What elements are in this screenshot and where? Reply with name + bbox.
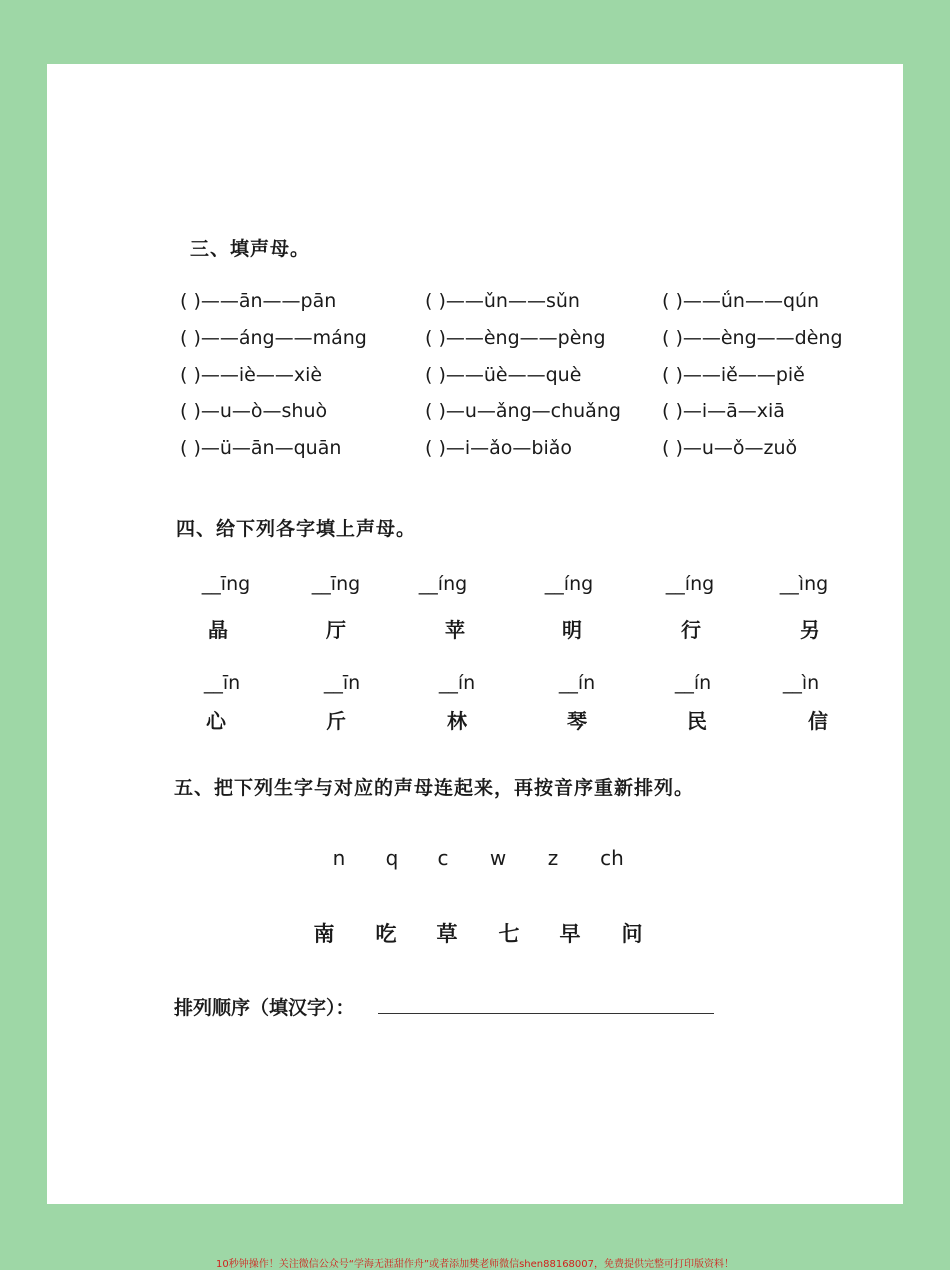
chinese-character: 心 <box>206 709 226 733</box>
pinyin-blank: __ìng <box>779 573 829 595</box>
pinyin-blank: __ín <box>674 672 712 694</box>
exercise-item: ( )——èng——dèng <box>662 327 843 349</box>
chinese-character: 苹 <box>445 618 465 642</box>
chinese-character: 林 <box>447 709 467 733</box>
pinyin-blank: __īng <box>311 573 361 595</box>
chinese-character: 晶 <box>208 618 228 642</box>
pinyin-blank: __íng <box>418 573 468 595</box>
pinyin-blank: __ín <box>438 672 476 694</box>
section-3-heading: 三、填声母。 <box>190 238 311 260</box>
chinese-character: 厅 <box>326 618 346 642</box>
exercise-item: ( )——èng——pèng <box>425 327 606 349</box>
chinese-character: 琴 <box>567 709 587 733</box>
pinyin-blank: __íng <box>544 573 594 595</box>
exercise-item: ( )——iè——xiè <box>180 364 323 386</box>
section-4-heading: 四、给下列各字填上声母。 <box>176 518 417 540</box>
exercise-item: ( )——üè——què <box>425 364 582 386</box>
pinyin-blank: __īng <box>201 573 251 595</box>
order-label: 排列顺序（填汉字）： <box>174 997 355 1019</box>
exercise-item: ( )——iě——piě <box>662 364 805 386</box>
exercise-item: ( )——áng——máng <box>180 327 367 349</box>
pinyin-blank: __īn <box>323 672 361 694</box>
chinese-character: 草 <box>436 922 458 946</box>
chinese-character: 信 <box>808 709 828 733</box>
exercise-item: ( )——ān——pān <box>180 290 337 312</box>
pinyin-blank: __ìn <box>782 672 820 694</box>
pinyin-blank: __íng <box>665 573 715 595</box>
chinese-character: 行 <box>681 618 701 642</box>
initial-letter: w <box>489 846 507 870</box>
exercise-item: ( )——ǘn——qún <box>662 290 820 312</box>
exercise-item: ( )—u—ǒ—zuǒ <box>662 437 798 459</box>
chinese-character: 明 <box>562 618 582 642</box>
chinese-character: 斤 <box>326 709 346 733</box>
chinese-character: 早 <box>559 922 581 946</box>
chinese-character: 吃 <box>375 922 397 946</box>
exercise-item: ( )—i—ǎo—biǎo <box>425 437 573 459</box>
section-5-heading: 五、把下列生字与对应的声母连起来，再按音序重新排列。 <box>174 777 695 799</box>
chinese-character: 民 <box>687 709 707 733</box>
chinese-character: 南 <box>313 922 335 946</box>
pinyin-blank: __īn <box>203 672 241 694</box>
chinese-character: 另 <box>800 618 820 642</box>
chinese-character: 七 <box>498 922 520 946</box>
initial-letter: c <box>437 846 449 870</box>
exercise-item: ( )—u—ǎng—chuǎng <box>425 400 621 422</box>
exercise-item: ( )—i—ā—xiā <box>662 400 785 422</box>
initial-letter: ch <box>600 846 624 870</box>
chinese-character: 问 <box>621 922 643 946</box>
footer-promo-text: 10秒钟操作！关注微信公众号“学海无涯甜作舟”或者添加樊老师微信shen88168007，免费提供完整可打印版资料！ <box>215 1259 735 1270</box>
answer-blank-line[interactable] <box>378 1013 714 1014</box>
exercise-item: ( )—ü—ān—quān <box>180 437 342 459</box>
exercise-item: ( )——ǔn——sǔn <box>425 290 580 312</box>
exercise-item: ( )—u—ò—shuò <box>180 400 328 422</box>
initial-letter: q <box>385 846 399 870</box>
initial-letter: n <box>332 846 346 870</box>
initial-letter: z <box>547 846 559 870</box>
pinyin-blank: __ín <box>558 672 596 694</box>
